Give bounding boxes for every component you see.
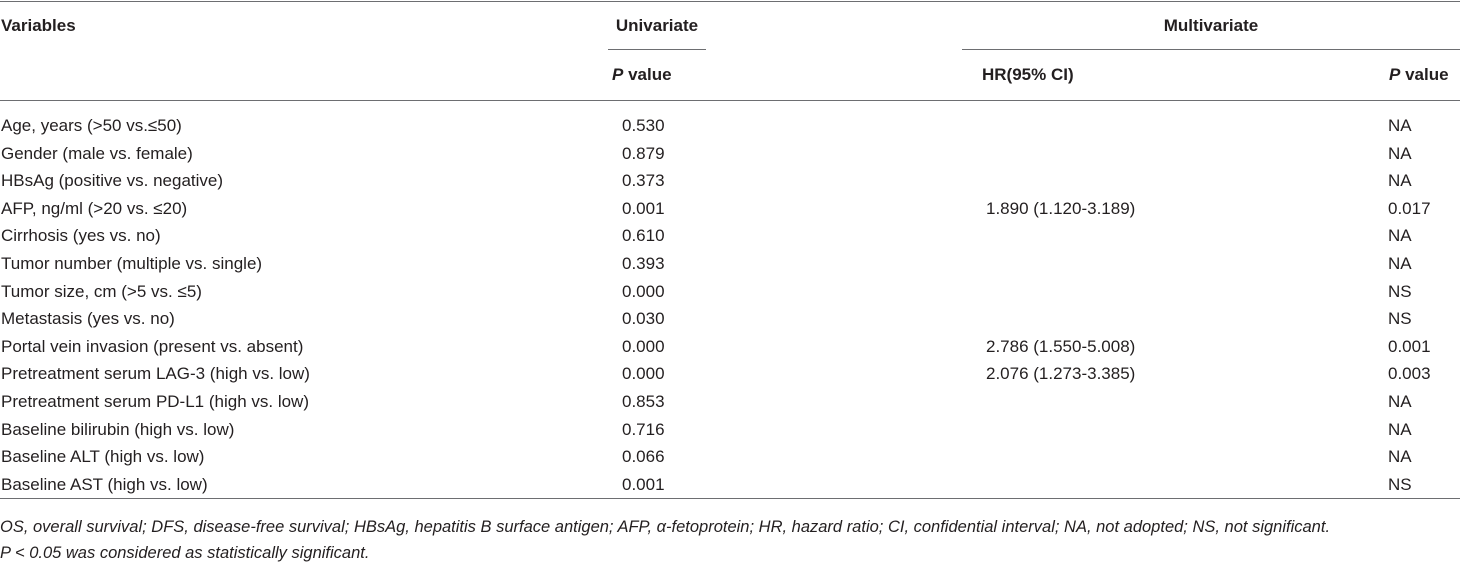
univariate-p-cell: 0.853	[622, 392, 665, 411]
table-row	[0, 168, 1460, 196]
header-multivariate-p-value	[1389, 65, 1449, 85]
univariate-p-cell: 0.001	[622, 198, 665, 218]
p-italic: P	[1389, 65, 1401, 84]
table-row	[0, 113, 1460, 141]
multivariate-p-cell: NA	[1388, 171, 1412, 191]
footnote-line-1: OS, overall survival; DFS, disease-free survival; HBsAg, hepatitis B surface antigen; AFP, α-fetoprotein; HR, hazard ratio; CI, confidential interval; NA, not adopted; NS, not significant.	[0, 518, 1331, 536]
hr-ci-cell: 1.890 (1.120-3.189)	[986, 198, 1136, 218]
table-row	[0, 141, 1460, 169]
variable-cell: Pretreatment serum PD-L1 (high vs. low)	[1, 392, 309, 411]
variable-cell: Tumor size, cm (>5 vs. ≤5)	[1, 281, 202, 301]
p-value-suffix: value	[623, 65, 672, 84]
table-row	[0, 361, 1460, 389]
table-row	[0, 444, 1460, 472]
multivariate-p-cell: NS	[1388, 281, 1412, 301]
multivariate-p-cell: NA	[1388, 392, 1412, 411]
header-variables: Variables	[1, 16, 76, 35]
header-multivariate: Multivariate	[1163, 16, 1259, 35]
univariate-p-cell: 0.716	[622, 419, 665, 439]
multivariate-p-cell: NS	[1388, 474, 1412, 494]
table-row	[0, 306, 1460, 334]
multivariate-p-cell: NA	[1388, 226, 1412, 246]
variable-cell: Gender (male vs. female)	[1, 143, 193, 163]
header-bottom-rule	[0, 100, 1460, 101]
univariate-p-cell: 0.530	[622, 116, 665, 135]
variable-cell: Baseline bilirubin (high vs. low)	[1, 419, 235, 439]
multivariate-p-cell: 0.003	[1388, 364, 1431, 384]
univariate-p-cell: 0.000	[622, 336, 665, 356]
table-row	[0, 389, 1460, 417]
hr-ci-cell: 2.076 (1.273-3.385)	[986, 364, 1136, 384]
variable-cell: Pretreatment serum LAG-3 (high vs. low)	[1, 364, 310, 384]
table-row	[0, 251, 1460, 279]
table-row	[0, 472, 1460, 500]
univariate-p-cell: 0.610	[622, 226, 665, 246]
multivariate-p-cell: 0.001	[1388, 336, 1431, 356]
univariate-p-cell: 0.001	[622, 474, 665, 494]
multivariate-p-cell: NA	[1388, 254, 1412, 273]
table-row	[0, 223, 1460, 251]
header-univariate: Univariate	[615, 16, 699, 35]
variable-cell: Metastasis (yes vs. no)	[1, 309, 175, 329]
p-italic: P	[612, 65, 624, 84]
univariate-underline	[608, 49, 706, 50]
multivariate-p-cell: NA	[1388, 419, 1412, 439]
variable-cell: Age, years (>50 vs.≤50)	[1, 116, 182, 135]
variable-cell: Portal vein invasion (present vs. absent)	[1, 336, 304, 356]
variable-cell: Cirrhosis (yes vs. no)	[1, 226, 161, 246]
univariate-p-cell: 0.373	[622, 171, 665, 191]
header-univariate-p-value	[612, 65, 672, 85]
univariate-p-cell: 0.879	[622, 143, 665, 163]
multivariate-p-cell: NA	[1388, 447, 1412, 467]
header-hr-ci: HR(95% CI)	[982, 65, 1074, 84]
hr-ci-cell: 2.786 (1.550-5.008)	[986, 336, 1136, 356]
table-row	[0, 279, 1460, 307]
multivariate-p-cell: 0.017	[1388, 198, 1431, 218]
variable-cell: AFP, ng/ml (>20 vs. ≤20)	[1, 198, 188, 218]
footnote-line-2: P < 0.05 was considered as statistically significant.	[0, 544, 370, 562]
variable-cell: Baseline ALT (high vs. low)	[1, 447, 205, 467]
table-row	[0, 417, 1460, 445]
univariate-p-cell: 0.393	[622, 254, 665, 273]
table-row	[0, 196, 1460, 224]
univariate-p-cell: 0.000	[622, 281, 665, 301]
univariate-p-cell: 0.066	[622, 447, 665, 467]
variable-cell: Tumor number (multiple vs. single)	[1, 254, 263, 273]
table-row	[0, 334, 1460, 362]
multivariate-p-cell: NA	[1388, 143, 1412, 163]
p-value-suffix: value	[1400, 65, 1449, 84]
univariate-p-cell: 0.030	[622, 309, 665, 329]
table-top-rule	[0, 1, 1460, 2]
multivariate-p-cell: NA	[1388, 116, 1412, 135]
variable-cell: HBsAg (positive vs. negative)	[1, 171, 224, 191]
multivariate-underline	[962, 49, 1460, 50]
univariate-p-cell: 0.000	[622, 364, 665, 384]
variable-cell: Baseline AST (high vs. low)	[1, 474, 208, 494]
multivariate-p-cell: NS	[1388, 309, 1412, 329]
